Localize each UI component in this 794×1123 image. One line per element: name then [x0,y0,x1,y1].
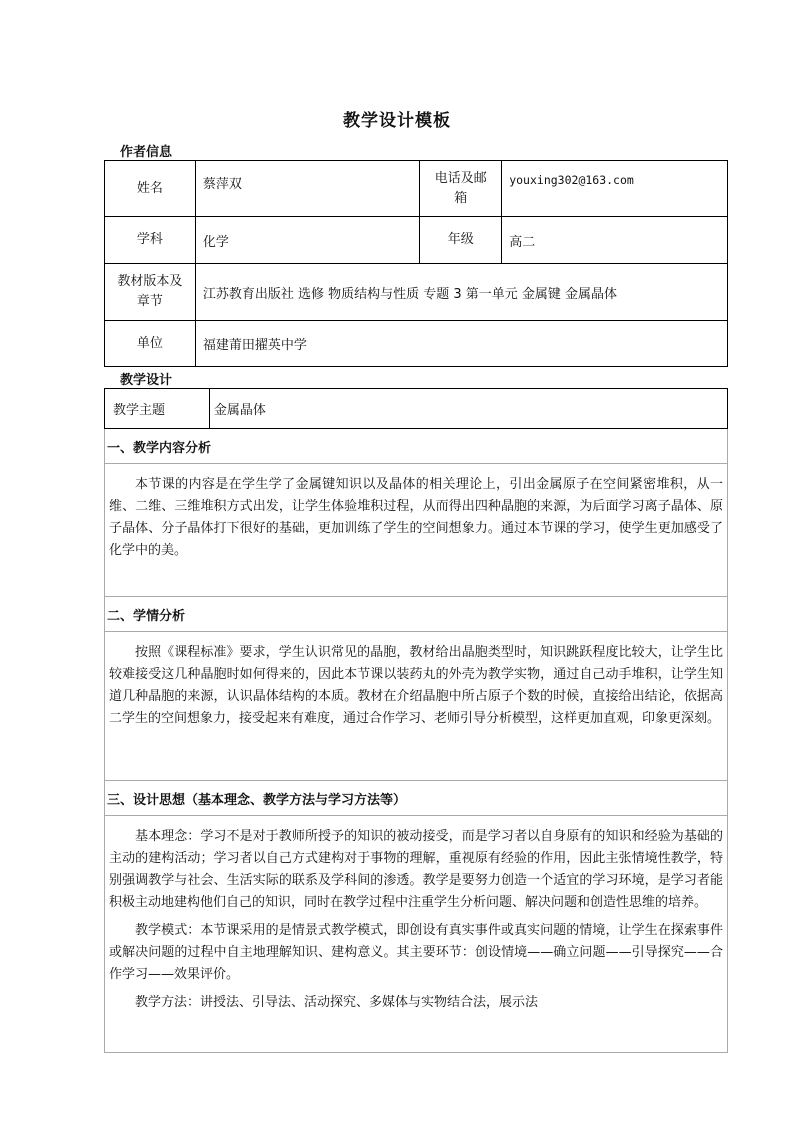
document-title: 教学设计模板 [343,111,451,131]
author-row-unit [105,321,728,367]
name-value: 蔡萍双 [195,161,419,217]
edition-label: 教材版本及章节 [105,264,196,321]
subject-value: 化学 [195,217,419,264]
section-heading-design-thinking: 三、设计思想（基本理念、教学方法与学习方法等） [105,781,728,816]
paragraph: 按照《课程标准》要求，学生认识常见的晶胞，教材给出晶胞类型时，知识跳跃程度比较大，让学生比较难接受这几种晶胞时如何得来的，因此本节课以装药丸的外壳为教学实物，通过自己动手堆积，让学生知道几种晶胞的来源，认识晶体结构的本质。教材在介绍晶胞中所占原子个数的时候，直接给出结论，依据高二学生的空间想象力，接受起来有难度，通过合作学习、老师引导分析模型，这样更加直观，印象更深刻。 [109,645,723,726]
author-row-subject [105,217,728,264]
topic-value: 金属晶体 [209,389,727,429]
topic-row [105,389,728,429]
section-body-row [105,816,728,1053]
unit-label: 单位 [105,321,196,367]
section-body-design-thinking [105,816,728,1053]
name-label: 姓名 [105,161,196,217]
teaching-design-label: 教学设计 [120,373,173,388]
topic-label: 教学主题 [105,389,210,429]
paragraph: 本节课的内容是在学生学了金属键知识以及晶体的相关理论上，引出金属原子在空间紧密堆积，从一维、二维、三维堆积方式出发，让学生体验堆积过程，从而得出四种晶胞的来源，为后面学习离子晶体、原子晶体、分子晶体打下很好的基础，更加训练了学生的空间想象力。通过本节课的学习，使学生更加感受了化学中的美。 [109,477,723,558]
teaching-design-table [104,388,728,1053]
section-body-content-analysis [105,464,728,597]
section-body-student-analysis [105,632,728,781]
section-heading-row [105,429,728,464]
contact-label: 电话及邮箱 [420,161,502,217]
section-heading-row [105,597,728,632]
unit-value: 福建莆田擢英中学 [195,321,727,367]
grade-value: 高二 [502,217,728,264]
subject-label: 学科 [105,217,196,264]
paragraph: 教学方法：讲授法、引导法、活动探究、多媒体与实物结合法，展示法 [135,995,539,1010]
section-heading-row [105,781,728,816]
author-row-edition [105,264,728,321]
section-heading-content-analysis: 一、教学内容分析 [105,429,728,464]
paragraph: 基本理念：学习不是对于教师所授予的知识的被动接受，而是学习者以自身原有的知识和经验为基础的主动的建构活动；学习者以自己方式建构对于事物的理解，重视原有经验的作用，因此主张情境性教学，特别强调教学与社会、生活实际的联系及学科间的渗透。教学是要努力创造一个适宜的学习环境，是学习者能积极主动地建构他们自己的知识，同时在教学过程中注重学生分析问题、解决问题和创造性思维的培养。 [109,829,723,910]
section-heading-student-analysis: 二、学情分析 [105,597,728,632]
paragraph: 教学模式：本节课采用的是情景式教学模式，即创设有真实事件或真实问题的情境，让学生在探索事件或解决问题的过程中自主地理解知识、建构意义。其主要环节：创设情境——确立问题——引导探究——合作学习——效果评价。 [109,923,723,982]
edition-value: 江苏教育出版社 选修 物质结构与性质 专题 3 第一单元 金属键 金属晶体 [195,264,727,321]
section-body-row [105,632,728,781]
author-row-name [105,161,728,217]
section-body-row [105,464,728,597]
author-info-table [104,160,728,367]
grade-label: 年级 [420,217,502,264]
author-info-label: 作者信息 [120,145,173,160]
contact-value: youxing302@163.com [502,161,728,217]
